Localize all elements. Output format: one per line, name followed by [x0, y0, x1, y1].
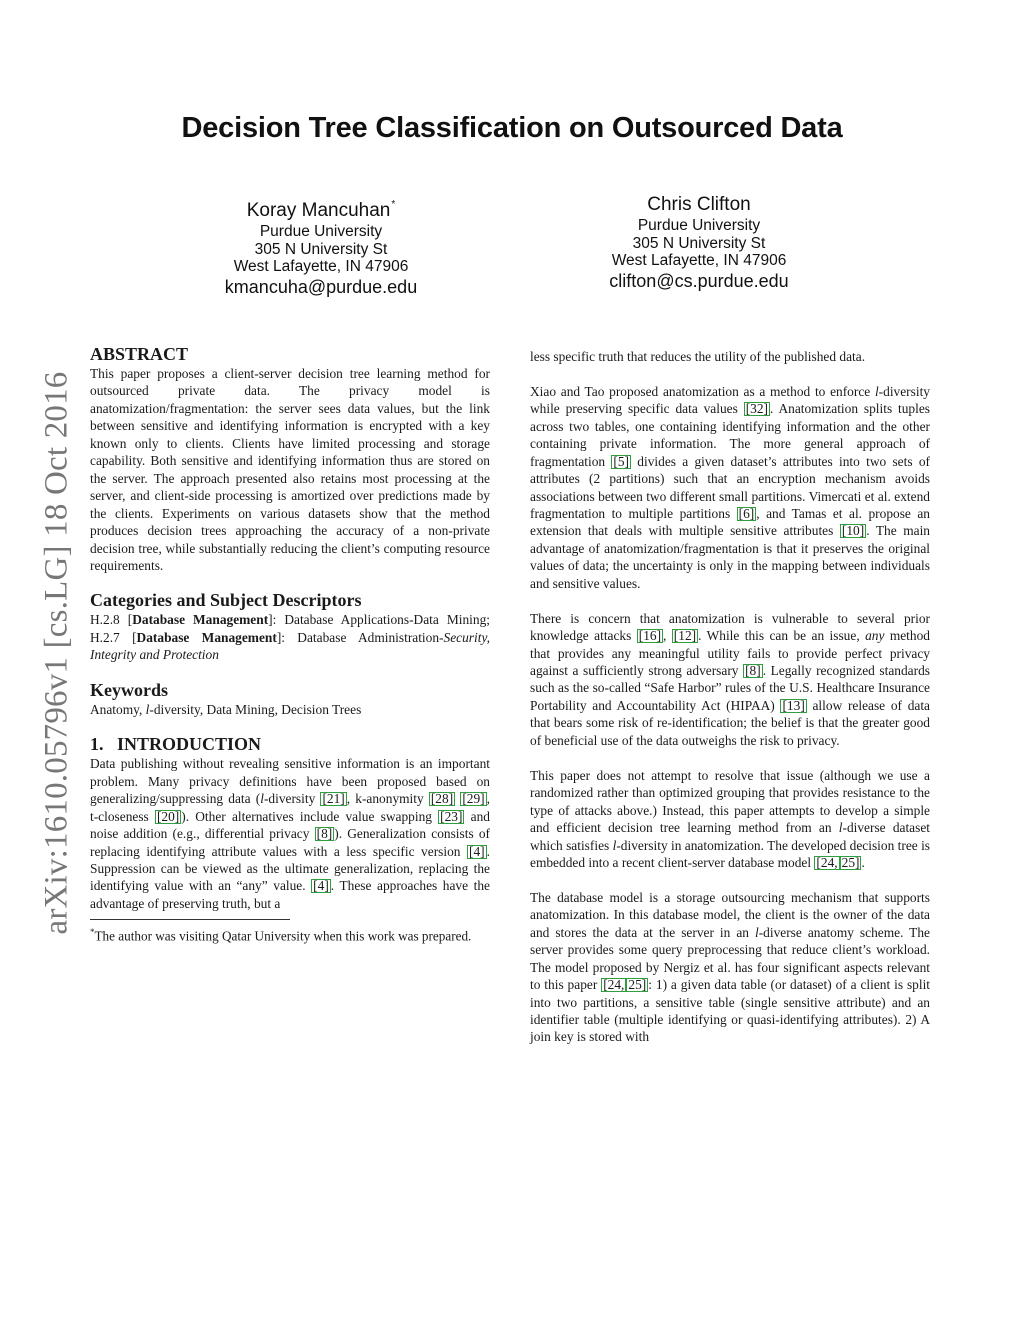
citation-link[interactable]: [10] — [841, 523, 865, 539]
paragraph: This paper does not attempt to resolve that issue (although we use a randomized rather than optimized grouping that provides resistance to the type of attacks above.) Instead, this paper attempts to develop a simple and efficient decision tree learning method from an l-diverse dataset which satisfies l-diversity in anatomization. The developed decision tree is embedded into a recent client-server database model [24, 25] . — [530, 767, 930, 870]
citation-link[interactable]: [6] — [738, 506, 755, 522]
citation-link[interactable]: [28] — [430, 791, 454, 807]
paragraph: less specific truth that reduces the utility of the published data. — [530, 349, 866, 364]
keywords-heading: Keywords — [90, 679, 168, 700]
abstract-text: This paper proposes a client-server decision tree learning method for outsourced private data. The privacy model is anatomization/fragmentation: the server sees data values, but the link between sensitive and identifying information is encrypted with a key known only to clients. Clients have limited processing and storage capability. Both sensitive and identifying information thus are stored on the server. The approach presented also retains most processing at the server, and client-side processing is amortized over predictions made by the clients. Experiments on various datasets show that the method produces decision trees approaching the accuracy of a non-private decision tree, while substantially reducing the client’s computing resource requirements. — [90, 366, 490, 573]
citation-link[interactable]: [13] — [782, 697, 805, 713]
author-street: 305 N University St — [254, 240, 388, 258]
paragraph: There is concern that anatomization is vulnerable to several prior knowledge attacks [16] , [12] . While this can be an issue, any method that provides any meaningful utility fails to provide perfect privacy against a sufficiently strong adversary [8] . Legally recognized standards such as the so-called “Safe Harbor” rules of the U.S. Healthcare Insurance Portability and Accountability Act (HIPAA) [13] allow release of data that bears some risk of re-identification; the belief is that the greater good of beneficial use of the data outweighs the risk to privacy. — [530, 610, 930, 748]
author-block-1 — [141, 193, 501, 298]
categories-heading: Categories and Subject Descriptors — [90, 590, 362, 611]
left-column — [90, 343, 490, 945]
author-city: West Lafayette, IN 47906 — [611, 252, 787, 269]
citation-link[interactable]: [24, — [816, 854, 838, 870]
citation-link[interactable]: [4] — [313, 878, 329, 894]
citation-link[interactable]: [23] — [440, 808, 463, 824]
categories-text: H.2.8 [Database Management]: Database Applications-Data Mining; H.2.7 [Database Management]: Database Administration-Security, Integrity and Protection — [90, 612, 490, 663]
paper-title: Decision Tree Classification on Outsourced Data — [181, 112, 843, 144]
paragraph: Xiao and Tao proposed anatomization as a method to enforce l-diversity while preserving specific data values [32] . Anatomization splits tuples across two tables, one containing identifying information and the other containing private information. The more general approach of fragmentation [5] divides a given dataset’s attributes into two sets of attributes (2 partitions) such that an encryption mechanism avoids associations between two different small partitions. Vimercati et al. extend fragmentation to multiple partitions [6] , and Tamas et al. propose an extension that deals with multiple sensitive attributes [10] . The main advantage of anatomization/fragmentation is that it preserves the original values of data; the uncertainty is only in the mapping between individuals and sensitive values. — [530, 383, 931, 591]
citation-link[interactable]: [21] — [322, 791, 345, 807]
abstract-heading: ABSTRACT — [90, 344, 189, 364]
footnote: *The author was visiting Qatar University when this work was prepared. — [90, 927, 472, 944]
author-name: Koray Mancuhan* — [246, 199, 396, 221]
author-city: West Lafayette, IN 47906 — [233, 258, 409, 275]
citation-link[interactable]: [16] — [638, 628, 662, 644]
citation-link[interactable]: [20] — [156, 808, 180, 824]
author-block-2 — [519, 193, 879, 292]
citation-link[interactable]: [12] — [673, 628, 697, 644]
author-street: 305 N University St — [632, 234, 766, 252]
introduction-paragraph: Data publishing without revealing sensitive information is an important problem. Many privacy definitions have been proposed based on generalizing/suppressing data (l-diversity [21] , k-anonymity [28] [29] , t-closeness [20] ). Other alternatives include value swapping [23] and noise addition (e.g., differential privacy [8] ). Generalization consists of replacing identifying attribute values with a less specific version [4] . Suppression can be viewed as the ultimate generalization, replacing the identifying value with an “any” value. [4] . These approaches have the advantage of preserving truth, but a — [90, 756, 490, 911]
citation-link[interactable]: [29] — [462, 791, 485, 807]
citation-link[interactable]: [24, — [603, 977, 625, 993]
arxiv-identifier: arXiv:1610.05796v1 [cs.LG] 18 Oct 2016 — [38, 371, 75, 935]
citation-link[interactable]: [4] — [469, 843, 485, 859]
right-column — [530, 348, 930, 1046]
citation-link[interactable]: [32] — [745, 401, 768, 417]
citation-link[interactable]: 25] — [628, 977, 647, 993]
paragraph: The database model is a storage outsourcing mechanism that supports anatomization. In this database model, the client is the owner of the data and stores the data at the server in an l-diverse anatomy scheme. The server provides some query preprocessing that reduce client’s workload. The model proposed by Nergiz et al. has four significant aspects relevant to this paper [24, 25] : 1) a given data table (or dataset) of a client is split into two partitions, a sensitive table (single sensitive attribute) and an identifier table (multiple identifying or quasi-identifying attributes). 2) A join key is stored with — [530, 889, 931, 1045]
introduction-heading: 1. INTRODUCTION — [90, 734, 262, 755]
author-name: Chris Clifton — [647, 194, 751, 215]
author-email: clifton@cs.purdue.edu — [609, 270, 789, 291]
keywords-text: Anatomy, l-diversity, Data Mining, Decision Trees — [90, 701, 362, 717]
citation-link[interactable]: [8] — [745, 663, 761, 679]
author-affiliation: Purdue University — [637, 217, 761, 234]
citation-link[interactable]: 25] — [841, 854, 860, 870]
author-email: kmancuha@purdue.edu — [224, 276, 418, 297]
footnote-rule — [90, 919, 290, 920]
citation-link[interactable]: [5] — [613, 453, 630, 469]
author-affiliation: Purdue University — [259, 223, 383, 240]
citation-link[interactable]: [8] — [316, 826, 333, 842]
